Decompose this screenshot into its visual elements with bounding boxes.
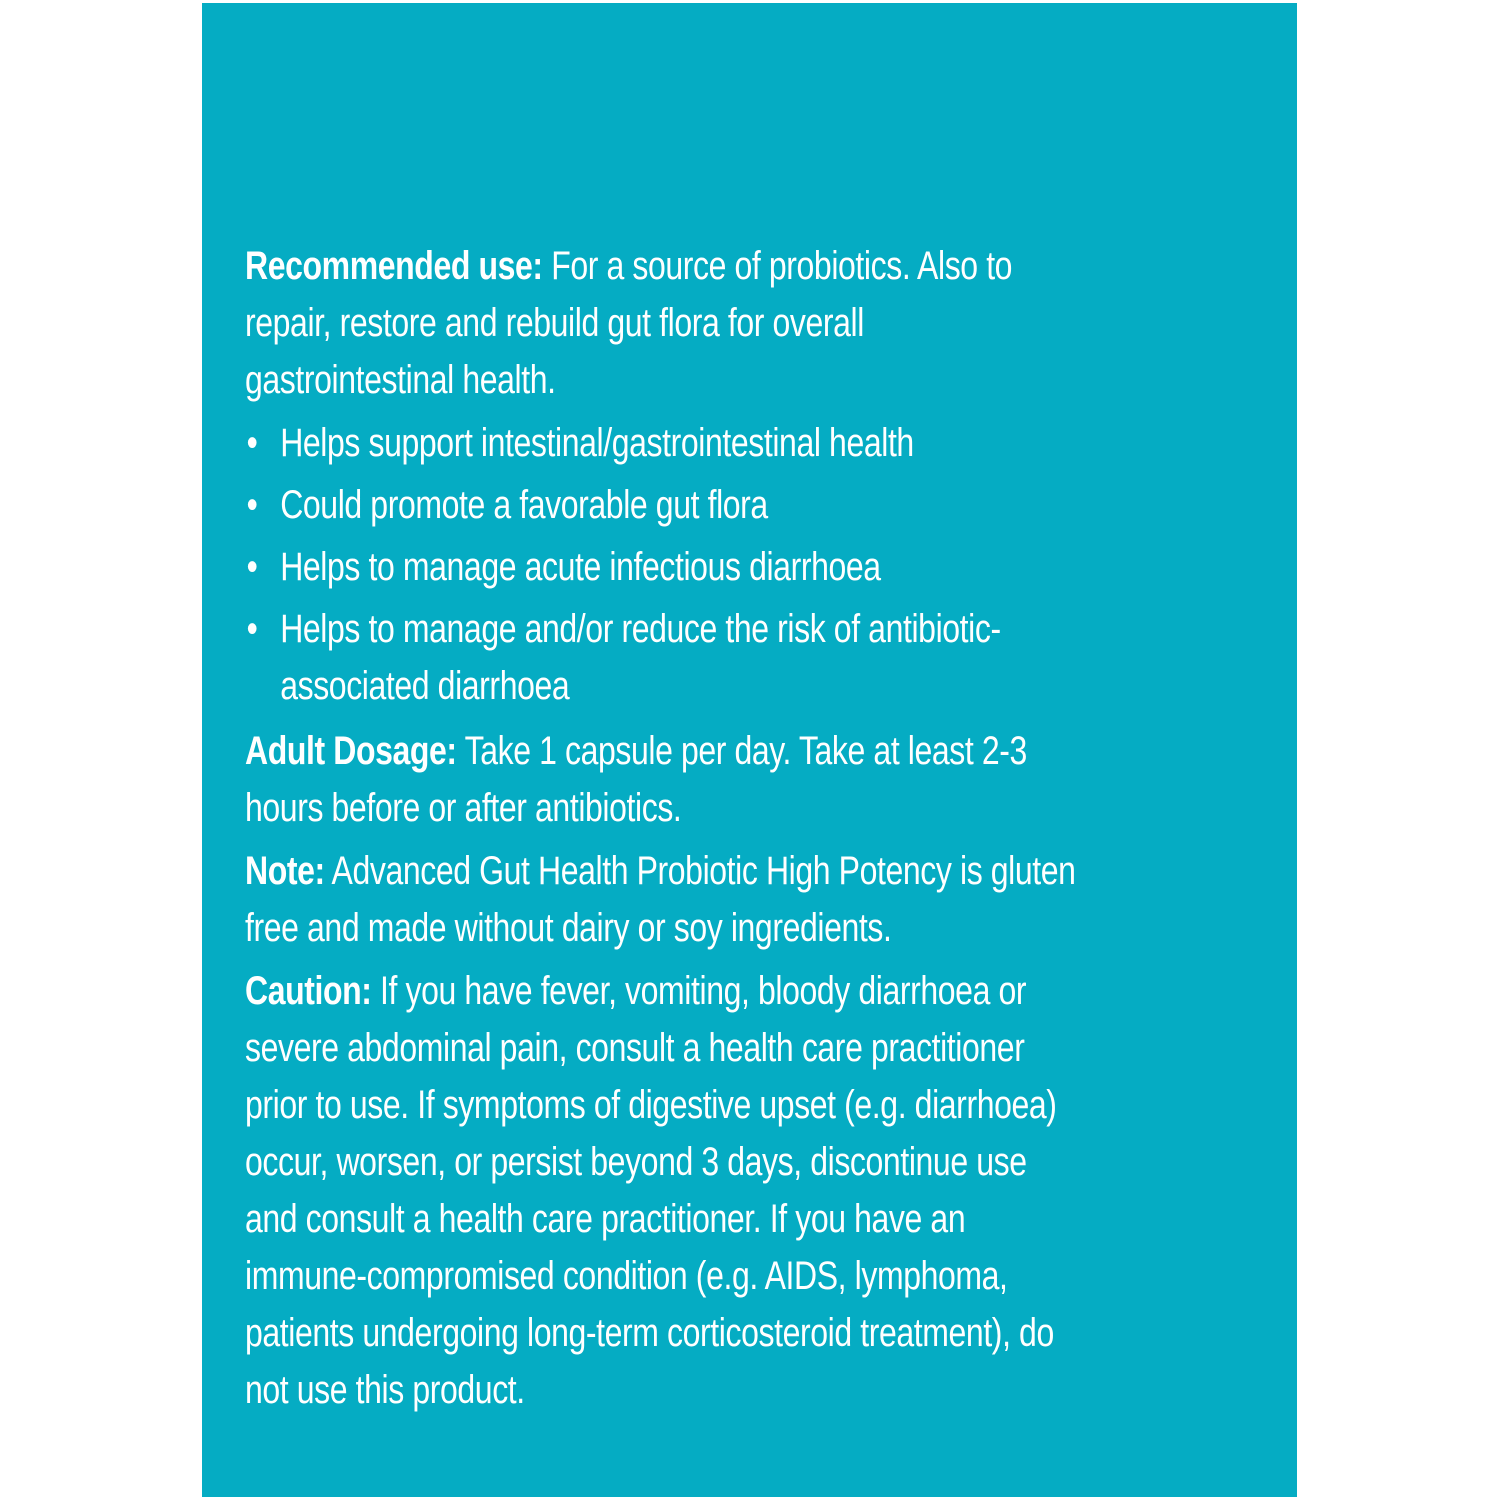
bullet-icon: •: [246, 483, 258, 527]
label-text-block: [245, 238, 1077, 1425]
note-paragraph: [245, 843, 1077, 957]
benefit-text: Helps support intestinal/gastrointestinal health: [280, 421, 914, 465]
caution-label: Caution:: [245, 969, 372, 1013]
adult-dosage-text: Take 1 capsule per day. Take at least 2-3 hours before or after antibiotics.: [245, 729, 1027, 830]
bullet-icon: •: [246, 421, 258, 465]
adult-dosage-label: Adult Dosage:: [245, 729, 457, 773]
recommended-use-label: Recommended use:: [245, 244, 543, 288]
caution-text: If you have fever, vomiting, bloody diarrhoea or severe abdominal pain, consult a health care practitioner prior to use. If symptoms of digestive upset (e.g. diarrhoea) occur, worsen, or persist beyond 3 days, discontinue use and consult a health care practitioner. If you have an immune-compromised condition (e.g. AIDS, lymphoma, patients undergoing long-term corticosteroid treatment), do not use this product.: [245, 969, 1057, 1412]
list-item: [245, 539, 1077, 596]
recommended-use-paragraph: [245, 238, 1077, 409]
caution-paragraph: [245, 963, 1077, 1419]
benefits-list: [245, 415, 1077, 715]
list-item: [245, 601, 1077, 715]
bullet-icon: •: [246, 607, 258, 651]
note-text: Advanced Gut Health Probiotic High Potency is gluten free and made without dairy or soy ingredients.: [245, 849, 1076, 950]
note-label: Note:: [245, 849, 325, 893]
benefit-text: Helps to manage and/or reduce the risk of antibiotic-associated diarrhoea: [280, 607, 1001, 708]
benefit-text: Helps to manage acute infectious diarrhoea: [280, 545, 881, 589]
adult-dosage-paragraph: [245, 723, 1077, 837]
list-item: [245, 477, 1077, 534]
bullet-icon: •: [246, 545, 258, 589]
recommended-use-text: For a source of probiotics. Also to repair, restore and rebuild gut flora for overall gastrointestinal health.: [245, 244, 1013, 402]
list-item: [245, 415, 1077, 472]
benefit-text: Could promote a favorable gut flora: [280, 483, 768, 527]
